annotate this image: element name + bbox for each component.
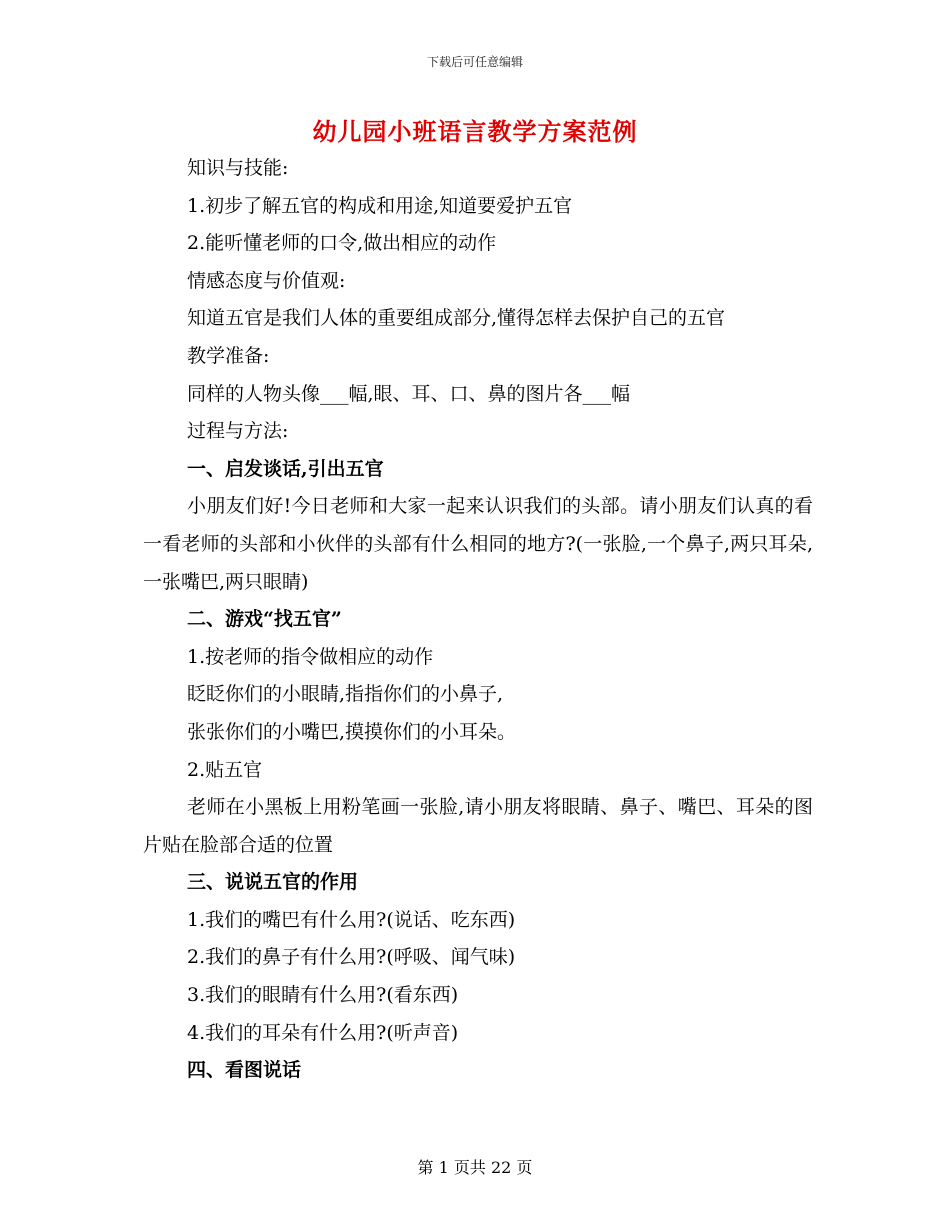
paragraph: 小朋友们好!今日老师和大家一起来认识我们的头部。请小朋友们认真的看一看老师的头部和小伙伴的头部有什么相同的地方?(一张脸,一个鼻子,两只耳朵,一张嘴巴,两只眼睛) [143,495,813,593]
section-heading: 一、启发谈话,引出五官 [187,457,384,480]
page-number: 第 1 页共 22 页 [417,1158,533,1177]
paragraph: 知道五官是我们人体的重要组成部分,懂得怎样去保护自己的五官 [187,307,726,330]
list-item: 2.贴五官 [187,758,263,781]
section-label: 情感态度与价值观: [187,269,346,292]
paragraph: 眨眨你们的小眼睛,指指你们的小鼻子, [187,683,504,706]
section-label: 知识与技能: [187,157,289,179]
list-item: 1.我们的嘴巴有什么用?(说话、吃东西) [187,908,516,931]
section-heading: 二、游戏“找五官” [187,608,342,631]
section-heading: 四、看图说话 [187,1059,302,1082]
paragraph: 同样的人物头像___幅,眼、耳、口、鼻的图片各___幅 [187,382,631,405]
list-item: 4.我们的耳朵有什么用?(听声音) [187,1021,459,1044]
list-item: 1.初步了解五官的构成和用途,知道要爱护五官 [187,194,573,217]
list-item: 3.我们的眼睛有什么用?(看东西) [187,984,459,1007]
document-body [143,150,813,1090]
section-heading: 三、说说五官的作用 [187,871,359,894]
list-item: 2.我们的鼻子有什么用?(呼吸、闻气味) [187,946,516,969]
list-item: 1.按老师的指令做相应的动作 [187,645,434,668]
section-label: 过程与方法: [187,420,289,443]
list-item: 2.能听懂老师的口令,做出相应的动作 [187,232,497,255]
header-note: 下载后可任意编辑 [426,55,523,69]
paragraph: 张张你们的小嘴巴,摸摸你们的小耳朵。 [187,720,517,743]
section-label: 教学准备: [187,344,270,367]
paragraph: 老师在小黑板上用粉笔画一张脸,请小朋友将眼睛、鼻子、嘴巴、耳朵的图片贴在脸部合适的位置 [143,796,813,856]
document-title: 幼儿园小班语言教学方案范例 [312,117,638,146]
